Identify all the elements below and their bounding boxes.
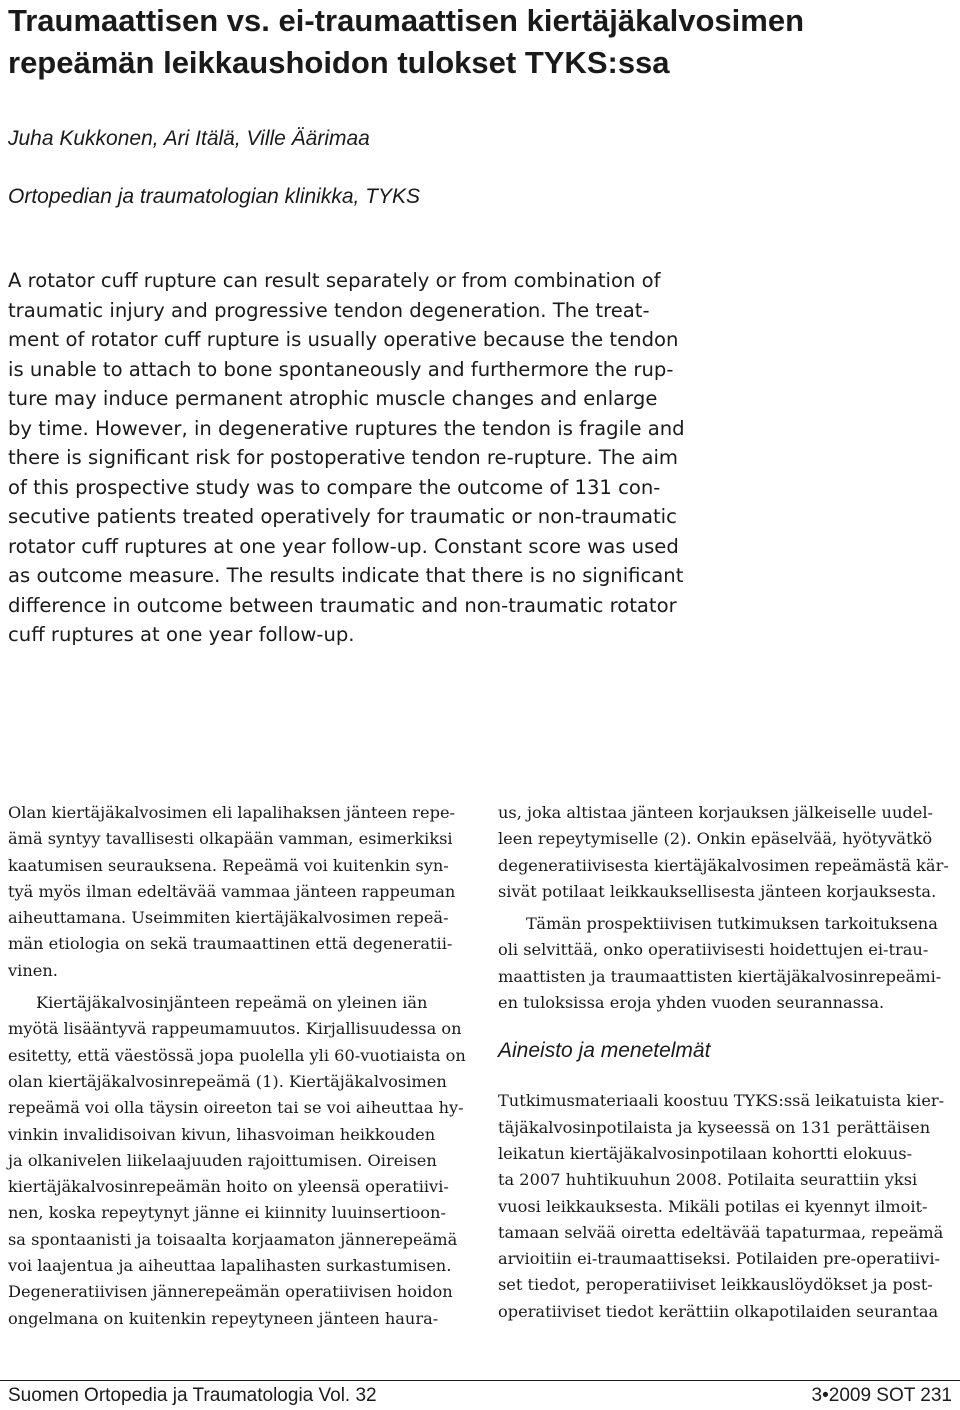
abstract [8,266,958,650]
text-line: set tiedot, peroperatiiviset leikkauslöydökset ja post- [498,1275,933,1295]
text-line: cuff ruptures at one year follow-up. [8,623,355,646]
body-column-right [498,800,960,1325]
text-line: nen, koska repeytynyt jänne ei kiinnity luuinsertioon- [8,1203,446,1223]
text-line: leikatun kiertäjäkalvosinpotilaan kohortti elokuus- [498,1143,913,1163]
text-line: Tutkimusmateriaali koostuu TYKS:ssä leikatuista kier- [498,1091,945,1111]
text-line: esitetty, että väestössä jopa puolella yli 60-vuotiaista on [8,1045,466,1065]
text-line: ja olkanivelen liikelaajuuden rajoittumisen. Oireisen [8,1150,437,1170]
authors: Juha Kukkonen, Ari Itälä, Ville Äärimaa [8,127,370,150]
text-line: ment of rotator cuff rupture is usually operative because the tendon [8,328,679,351]
footer-divider [0,1380,960,1381]
text-line: tamaan selvää oiretta edeltävää tapaturmaa, repeämä [498,1222,944,1242]
text-line: vuosi leikkauksesta. Mikäli potilas ei kyennyt ilmoit- [498,1196,928,1216]
issue-and-page: 3•2009 SOT 231 [811,1385,952,1406]
article-title [8,0,956,84]
text-line: tyä myös ilman edeltävää vammaa jänteen rappeuman [8,881,456,901]
text-line: there is significant risk for postoperative tendon re-rupture. The aim [8,446,678,469]
journal-name: Suomen Ortopedia ja Traumatologia Vol. 32 [8,1385,377,1406]
text-line: täjäkalvosinpotilaista ja kyseessä on 131 perättäisen [498,1117,931,1137]
text-line: degeneratiivisesta kiertäjäkalvosimen repeämästä kär- [498,855,949,875]
text-line: vinkin invalidisoivan kivun, lihasvoiman heikkouden [8,1124,436,1144]
text-line: kiertäjäkalvosinrepeämän hoito on yleensä operatiivi- [8,1177,449,1197]
text-line: by time. However, in degenerative ruptures the tendon is fragile and [8,416,685,440]
text-line: en tuloksissa eroja yhden vuoden seurannassa. [498,993,885,1013]
text-line: repeämä voi olla täysin oireeton tai se voi aiheuttaa hy- [8,1098,464,1118]
text-line: Degeneratiivisen jännerepeämän operatiivisen hoidon [8,1282,453,1302]
text-line: vinen. [8,960,58,980]
text-line: Kiertäjäkalvosinjänteen repeämä on yleinen iän [36,993,428,1013]
text-line: traumatic injury and progressive tendon degeneration. The treat- [8,298,650,322]
section-heading: Aineisto ja menetelmät [498,1039,711,1063]
title-line: Traumaattisen vs. ei-traumaattisen kiertäjäkalvosimen [8,3,805,38]
text-line: leen repeytymiselle (2). Onkin epäselvää, hyötyvätkö [498,829,933,849]
text-line: män etiologia on sekä traumaattinen että degeneratii- [8,934,453,954]
text-line: rotator cuff ruptures at one year follow-up. Constant score was used [8,534,679,558]
text-line: ta 2007 huhtikuuhun 2008. Potilaita seurattiin yksi [498,1170,918,1190]
text-line: kaatumisen seurauksena. Repeämä voi kuitenkin syn- [8,855,449,875]
text-line: secutive patients treated operatively for traumatic or non-traumatic [8,505,677,528]
text-line: ongelmana on kuitenkin repeytyneen jänteen haura- [8,1308,439,1328]
text-line: A rotator cuff rupture can result separately or from combination of [8,269,661,292]
text-line: aiheuttamana. Useimmiten kiertäjäkalvosimen repeä- [8,908,449,928]
affiliation: Ortopedian ja traumatologian klinikka, TYKS [8,185,421,208]
text-line: ture may induce permanent atrophic muscle changes and enlarge [8,387,658,410]
text-line: arvioitiin ei-traumaattiseksi. Potilaiden pre-operatiivi- [498,1249,940,1269]
text-line: of this prospective study was to compare the outcome of 131 con- [8,475,661,499]
text-line: maattisten ja traumaattisten kiertäjäkalvosinrepeämi- [498,966,942,986]
text-line: voi laajentua ja aiheuttaa lapalihasten surkastumisen. [8,1256,452,1276]
text-line: olan kiertäjäkalvosinrepeämä (1). Kiertäjäkalvosimen [8,1071,447,1091]
text-line: sivät potilaat leikkauksellisesta jänteen korjauksesta. [498,881,937,901]
text-line: sa spontaanisti ja toisaalta korjaamaton jännerepeämä [8,1229,458,1249]
text-line: as outcome measure. The results indicate that there is no significant [8,564,684,587]
text-line: ämä syntyy tavallisesti olkapään vamman, esimerkiksi [8,829,453,849]
title-line: repeämän leikkaushoidon tulokset TYKS:ssa [8,45,670,80]
text-line: Olan kiertäjäkalvosimen eli lapalihaksen jänteen repe- [8,803,455,822]
text-line: oli selvittää, onko operatiivisesti hoidettujen ei-trau- [498,940,929,960]
text-line: myötä lisääntyvä rappeumamuutos. Kirjallisuudessa on [8,1019,462,1039]
body-column-left [8,800,470,1332]
text-line: Tämän prospektiivisen tutkimuksen tarkoituksena [526,914,938,934]
text-line: us, joka altistaa jänteen korjauksen jälkeiselle uudel- [498,803,933,822]
text-line: operatiiviset tiedot kerättiin olkapotilaiden seurantaa [498,1301,939,1321]
text-line: difference in outcome between traumatic and non-traumatic rotator [8,593,677,617]
text-line: is unable to attach to bone spontaneously and furthermore the rup- [8,357,674,381]
